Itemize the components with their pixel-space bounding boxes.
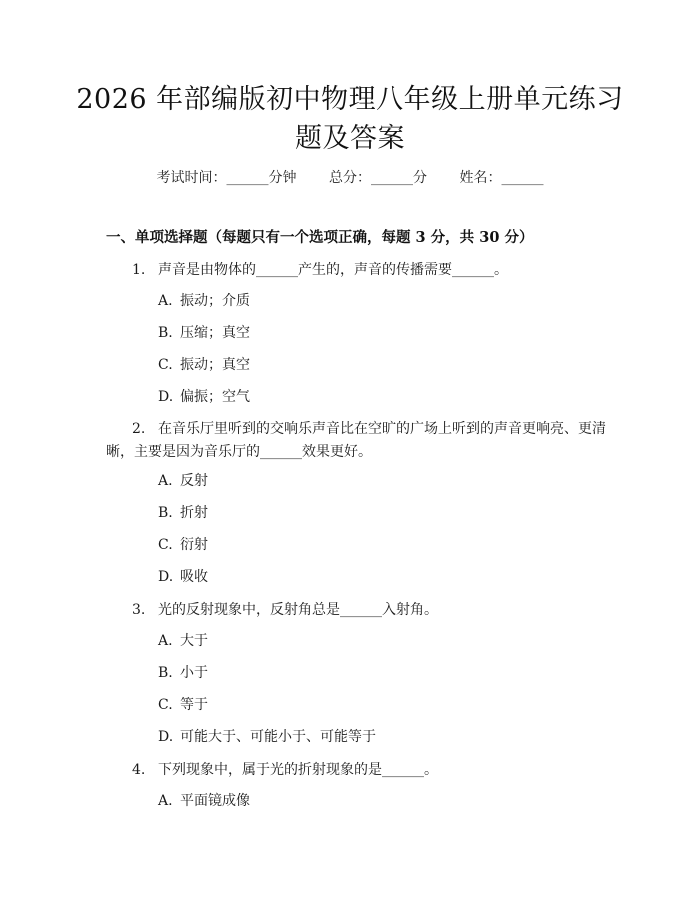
question-text: 在音乐厅里听到的交响乐声音比在空旷的广场上听到的声音更响亮、更清晰，主要是因为音乐厅的______效果更好。 — [106, 421, 606, 460]
question-2 — [106, 418, 606, 464]
option-text: 衍射 — [180, 537, 208, 553]
option-letter: A. — [158, 633, 173, 649]
option-text: 折射 — [180, 505, 208, 521]
question-3-option-c — [158, 695, 208, 715]
option-text: 小于 — [180, 665, 208, 681]
question-2-option-d — [158, 567, 208, 587]
question-number: 3. — [132, 602, 146, 618]
option-letter: B. — [158, 505, 173, 521]
option-letter: B. — [158, 325, 173, 341]
option-text: 可能大于、可能小于、可能等于 — [180, 729, 376, 745]
option-letter: D. — [158, 569, 174, 585]
question-4-option-a — [158, 791, 250, 811]
exam-time-field: 考试时间：______分钟 — [156, 170, 297, 186]
question-2-option-b — [158, 503, 208, 523]
question-number: 4. — [132, 762, 146, 778]
option-text: 压缩；真空 — [180, 325, 250, 341]
option-letter: B. — [158, 665, 173, 681]
question-1 — [106, 259, 606, 282]
document-title-line-2: 题及答案 — [295, 123, 405, 154]
exam-info — [0, 168, 700, 188]
option-letter: C. — [158, 697, 173, 713]
option-letter: C. — [158, 357, 173, 373]
question-text: 光的反射现象中，反射角总是______入射角。 — [158, 602, 438, 618]
option-text: 偏振；空气 — [180, 389, 250, 405]
question-number: 1. — [132, 262, 146, 278]
question-4 — [106, 759, 606, 782]
question-2-option-a — [158, 471, 208, 491]
question-1-option-d — [158, 387, 250, 407]
option-text: 大于 — [180, 633, 208, 649]
total-score-field: 总分：______分 — [329, 170, 427, 186]
question-1-option-a — [158, 291, 250, 311]
question-1-option-c — [158, 355, 250, 375]
option-letter: D. — [158, 729, 174, 745]
question-2-option-c — [158, 535, 208, 555]
student-name-field: 姓名：______ — [459, 170, 544, 186]
question-number: 2. — [132, 421, 146, 437]
question-1-option-b — [158, 323, 250, 343]
option-text: 平面镜成像 — [180, 793, 250, 809]
option-text: 吸收 — [180, 569, 208, 585]
question-3 — [106, 599, 606, 622]
question-3-option-a — [158, 631, 208, 651]
question-text: 声音是由物体的______产生的，声音的传播需要______。 — [158, 262, 508, 278]
option-text: 振动；真空 — [180, 357, 250, 373]
option-text: 振动；介质 — [180, 293, 250, 309]
option-letter: A. — [158, 473, 173, 489]
option-letter: A. — [158, 293, 173, 309]
document-title-line-1: 2026 年部编版初中物理八年级上册单元练习 — [76, 84, 624, 115]
option-text: 等于 — [180, 697, 208, 713]
option-letter: D. — [158, 389, 174, 405]
section-heading: 一、单项选择题（每题只有一个选项正确，每题 3 分，共 30 分） — [106, 229, 534, 246]
question-3-option-d — [158, 727, 376, 747]
option-letter: A. — [158, 793, 173, 809]
question-3-option-b — [158, 663, 208, 683]
option-letter: C. — [158, 537, 173, 553]
question-text: 下列现象中，属于光的折射现象的是______。 — [158, 762, 438, 778]
option-text: 反射 — [180, 473, 208, 489]
